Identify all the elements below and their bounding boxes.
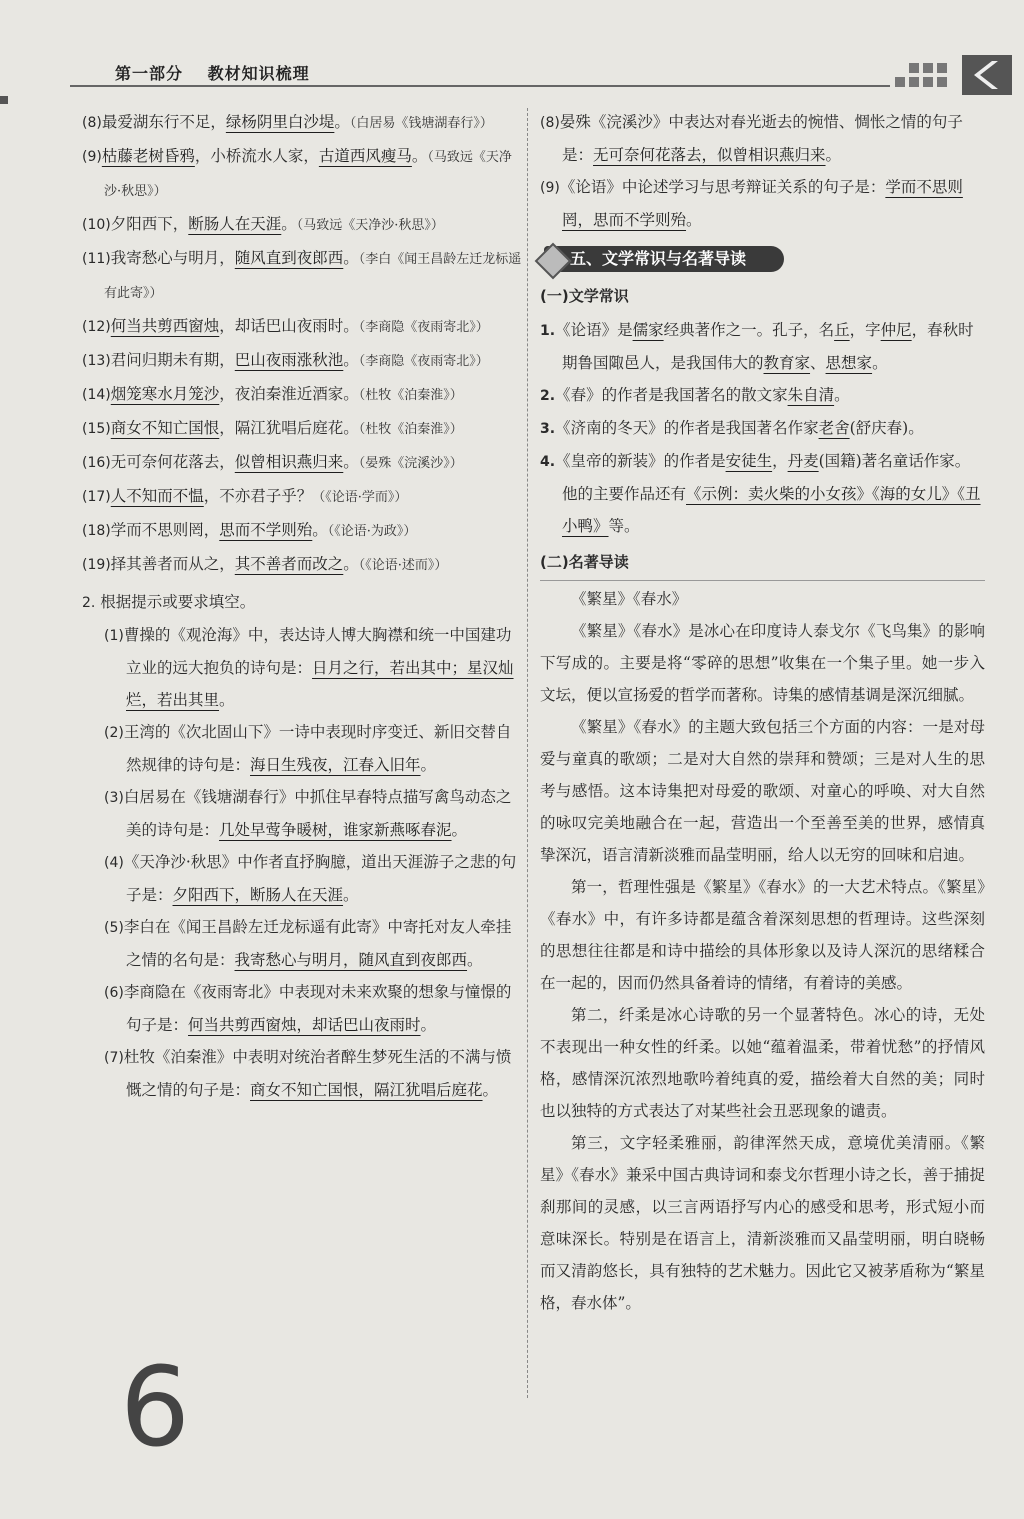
source-citation: （杜牧《泊秦淮》） [358, 388, 463, 403]
item-text: 。 [420, 756, 437, 774]
literature-item [540, 379, 985, 412]
item-text: ，小桥流水人家， [194, 147, 319, 165]
item-number: (2) [104, 725, 124, 741]
source-citation: （李商隐《夜雨寄北》） [358, 320, 489, 335]
answer-blank: 我寄愁心与明月，随风直到夜郎西 [234, 951, 468, 969]
item-number: (3) [104, 790, 124, 806]
answer-blank: 思而不学则殆 [219, 521, 313, 539]
item-text: 杜牧《泊秦淮》中表明对统治者醉生梦死生活的不满与愤慨之情的句子是： [123, 1048, 512, 1099]
item-text: 。 [482, 1081, 499, 1099]
item-number: (4) [104, 855, 124, 871]
answer-blank: 学而不思则罔，思而不学则殆 [562, 178, 963, 229]
item-number: (9) [540, 180, 560, 196]
fill-item [82, 619, 522, 716]
item-text: 。 [343, 351, 359, 369]
answer-blank: 思想家 [825, 354, 873, 372]
fill-item [82, 781, 522, 846]
fill-item [82, 514, 522, 548]
item-text: 李商隐在《夜雨寄北》中表现对未来欢聚的想象与憧憬的句子是： [123, 983, 512, 1034]
fill-item [82, 242, 522, 310]
item-text: 夕阳西下， [110, 215, 189, 233]
answer-blank: 海日生残夜，江春入旧年 [250, 756, 421, 774]
answer-blank: 几处早莺争暖树，谁家新燕啄春泥 [219, 821, 452, 839]
answer-blank: 老舍 [818, 419, 850, 437]
subsection-literature: (一)文学常识 [540, 287, 629, 305]
header-part: 第一部分 [115, 64, 184, 83]
answer-blank: 朱自清 [787, 386, 835, 404]
fill-item [82, 208, 522, 242]
item-text: 学而不思则罔， [110, 521, 220, 539]
item-number: (8) [82, 115, 102, 131]
item-text: 。 [312, 521, 328, 539]
item-text: 。 [834, 386, 850, 404]
item-text: 曹操的《观沧海》中，表达诗人博大胸襟和统一中国建功立业的远大抱负的诗句是： [123, 626, 512, 677]
item-text: 王湾的《次北固山下》一诗中表现时序变迁、新旧交替自然规律的诗句是： [123, 723, 512, 774]
item-number: (13) [82, 353, 111, 369]
item-text: 。 [343, 249, 359, 267]
subsection-books: (二)名著导读 [540, 553, 629, 571]
guide-paragraph: 《繁星》《春水》是冰心在印度诗人泰戈尔《飞鸟集》的影响下写成的。主要是将“零碎的思想”收集在一个集子里。她一步入文坛，便以宣扬爱的哲学而著称。诗集的感情基调是深沉细腻。 [540, 622, 985, 704]
poem-fill-list [82, 106, 522, 582]
answer-blank: 枯藤老树昏鸦 [101, 147, 195, 165]
answer-blank: 丘 [834, 321, 850, 339]
item-text: ，隔江犹唱后庭花。 [219, 419, 359, 437]
fill-item [82, 846, 522, 911]
item-number: (14) [82, 387, 111, 403]
page-edge-mark [0, 96, 8, 104]
item-text: ，不亦君子乎？ [203, 487, 313, 505]
item-text: 。 [219, 691, 235, 709]
item-number: (19) [82, 557, 111, 573]
item-text: 我寄愁心与明月， [110, 249, 235, 267]
answer-blank: 绿杨阴里白沙堤 [225, 113, 335, 131]
item-text: 晏殊《浣溪沙》中表达对春光逝去的惋惜、惆怅之情的句子是： [559, 113, 963, 164]
header-title: 教材知识梳理 [207, 64, 310, 83]
item-text: 。 [411, 147, 428, 165]
item-number: (1) [104, 628, 124, 644]
fill-item [82, 106, 522, 140]
source-citation: （《论语·为政》） [327, 524, 417, 539]
answer-blank: 无可奈何花落去，似曾相识燕归来 [593, 146, 826, 164]
answer-blank: 儒家 [632, 321, 664, 339]
fill-item [82, 480, 522, 514]
item-text: ，春秋时期鲁国陬邑人，是我国伟大的 [562, 321, 974, 372]
answer-blank: 烟笼寒水月笼沙 [110, 385, 220, 403]
item-text: 。 [872, 354, 888, 372]
literature-list [540, 314, 985, 542]
answer-blank: 丹麦 [787, 452, 819, 470]
item-number: (10) [82, 217, 111, 233]
left-column [82, 106, 522, 1106]
item-text: (国籍)著名童话作家。他的主要作品还有 [562, 452, 971, 503]
question-number: 2. [82, 595, 96, 611]
item-text: 择其善者而从之， [110, 555, 235, 573]
item-text: 。 [825, 146, 842, 164]
chevron-left-icon [962, 55, 1012, 95]
fill-item [82, 446, 522, 480]
answer-blank: 安徒生 [725, 452, 773, 470]
answer-blank: 商女不知亡国恨，隔江犹唱后庭花 [250, 1081, 483, 1099]
item-text: 君问归期未有期， [110, 351, 235, 369]
item-number: (12) [82, 319, 111, 335]
item-number: (8) [540, 115, 560, 131]
book-guide-box [540, 580, 985, 1319]
fill-item [540, 171, 985, 236]
column-divider [527, 108, 528, 1398]
fill-item [82, 310, 522, 344]
fill-item [82, 716, 522, 781]
answer-blank: 人不知而不愠 [110, 487, 204, 505]
guide-paragraph: 第三，文字轻柔雅丽，韵律浑然天成，意境优美清丽。《繁星》《春水》兼采中国古典诗词和泰戈尔哲理小诗之长，善于捕捉刹那间的灵感，以三言两语抒写内心的感受和思考，形式短小而意味深长。特别是在语言上，清新淡雅而又晶莹明丽，明白晓畅而又清韵悠长，具有独特的艺术魅力。因此它又被茅盾称为“繁星格，春水体”。 [540, 1134, 985, 1312]
source-citation: （李商隐《夜雨寄北》） [358, 354, 489, 369]
item-text: 。 [686, 211, 702, 229]
item-number: (15) [82, 421, 111, 437]
guide-paragraph: 《繁星》《春水》的主题大致包括三个方面的内容：一是对母爱与童真的歌颂；二是对大自然的崇拜和赞颂；三是对人生的思考与感悟。这本诗集把对母爱的歌颂、对童心的呼唤、对大自然的咏叹完美地融合在一起，营造出一个至善至美的世界，感情真挚深沉，语言清新淡雅而晶莹明丽，给人以无穷的回味和启迪。 [540, 718, 985, 864]
fill-blank-list-continued [540, 106, 985, 236]
item-text: 《春》的作者是我国著名的散文家 [555, 386, 788, 404]
answer-blank: 巴山夜雨涨秋池 [234, 351, 344, 369]
item-number: (17) [82, 489, 111, 505]
page-header [70, 55, 990, 105]
item-text: 。 [451, 821, 468, 839]
fill-item [82, 548, 522, 582]
item-text: ，夜泊秦淮近酒家。 [219, 385, 359, 403]
item-text: (舒庆春)。 [849, 419, 924, 437]
item-text: ，却话巴山夜雨时。 [219, 317, 359, 335]
item-number: (16) [82, 455, 111, 471]
fill-item [82, 344, 522, 378]
question-title: 根据提示或要求填空。 [100, 593, 256, 611]
answer-blank: 其不善者而改之 [234, 555, 344, 573]
item-number: (9) [82, 149, 102, 165]
item-text: 、 [810, 354, 826, 372]
item-text: 《皇帝的新装》的作者是 [555, 452, 726, 470]
item-text: ，字 [849, 321, 881, 339]
literature-item [540, 412, 985, 445]
fill-item [82, 911, 522, 976]
item-text: 白居易在《钱塘湖春行》中抓住早春特点描写禽鸟动态之美的诗句是： [123, 788, 512, 839]
book-guide-paragraphs [540, 615, 985, 1319]
answer-blank: 夕阳西下，断肠人在天涯 [172, 886, 344, 904]
item-number: (6) [104, 985, 124, 1001]
item-text: 。 [343, 886, 359, 904]
header-text [115, 61, 328, 84]
answer-blank: 商女不知亡国恨 [110, 419, 220, 437]
item-number: 3. [540, 421, 556, 437]
answer-blank: 似曾相识燕归来 [234, 453, 344, 471]
page-number: 6 [120, 1343, 190, 1471]
answer-blank: 日月之行，若出其中；星汉灿烂，若出其里 [126, 659, 514, 709]
header-dots-decoration [895, 61, 965, 91]
answer-blank: 何当共剪西窗烛，却话巴山夜雨时 [188, 1016, 421, 1034]
answer-blank: 仲尼 [880, 321, 912, 339]
header-rule [70, 85, 890, 87]
answer-blank: 教育家 [763, 354, 811, 372]
item-number: (11) [82, 251, 111, 267]
item-text: 。 [334, 113, 350, 131]
item-text: 《论语》中论述学习与思考辩证关系的句子是： [559, 178, 886, 196]
item-text: 。 [343, 555, 359, 573]
source-citation: （《论语·述而》） [358, 558, 448, 573]
guide-paragraph: 第二，纤柔是冰心诗歌的另一个显著特色。冰心的诗，无处不表现出一种女性的纤柔。以她“蕴着温柔，带着忧愁”的抒情风格，感情深沉浓烈地歌吟着纯真的爱，描绘着大自然的美；同时也以独特的方式表达了对某些社会丑恶现象的谴责。 [540, 1006, 985, 1120]
item-text: 无可奈何花落去， [110, 453, 235, 471]
fill-blank-list [82, 619, 522, 1106]
item-text: 。 [467, 951, 483, 969]
item-text: 等。 [608, 517, 640, 535]
item-text: 最爱湖东行不足， [101, 113, 226, 131]
source-citation: （白居易《钱塘湖春行》） [349, 116, 493, 131]
question-2 [82, 586, 522, 619]
book-title: 《繁星》《春水》 [571, 590, 688, 608]
item-text: 李白在《闻王昌龄左迁龙标遥有此寄》中寄托对友人牵挂之情的名句是： [123, 918, 512, 969]
item-text: 。 [281, 215, 297, 233]
fill-item [540, 106, 985, 171]
source-citation: （马致远《天净沙·秋思》） [296, 218, 444, 233]
right-column [540, 106, 985, 1319]
literature-item [540, 314, 985, 379]
fill-item [82, 140, 522, 208]
item-text: 。 [420, 1016, 437, 1034]
fill-item [82, 412, 522, 446]
section-banner [540, 242, 985, 276]
item-text: 经典著作之一。孔子，名 [663, 321, 835, 339]
answer-blank: 断肠人在天涯 [188, 215, 282, 233]
item-number: 1. [540, 323, 556, 339]
answer-blank: 何当共剪西窗烛 [110, 317, 220, 335]
section-title: 五、文学常识与名著导读 [570, 249, 747, 268]
fill-item [82, 1041, 522, 1106]
source-citation: （李白《闻王昌龄左迁龙标遥有此寄》） [104, 252, 522, 301]
item-number: (7) [104, 1050, 124, 1066]
fill-item [82, 378, 522, 412]
item-number: (5) [104, 920, 124, 936]
fill-item [82, 976, 522, 1041]
source-citation: （《论语·学而》） [312, 490, 408, 505]
item-number: 2. [540, 388, 556, 404]
answer-blank: 随风直到夜郎西 [234, 249, 344, 267]
source-citation: （晏殊《浣溪沙》） [358, 456, 463, 471]
answer-blank: 古道西风瘦马 [318, 147, 412, 165]
item-text: 《论语》是 [555, 321, 633, 339]
answer-blank: 《示例：卖火柴的小女孩》《海的女儿》《丑小鸭》 [562, 485, 981, 535]
guide-paragraph: 第一，哲理性强是《繁星》《春水》的一大艺术特点。《繁星》《春水》中，有许多诗都是蕴含着深刻思想的哲理诗。这些深刻的思想往往都是和诗中描绘的具体形象以及诗人深沉的思绪糅合在一起的，因而仍然具备着诗的情绪，有着诗的美感。 [540, 878, 985, 992]
item-number: (18) [82, 523, 111, 539]
literature-item [540, 445, 985, 542]
source-citation: （马致远《天净沙·秋思》） [104, 150, 512, 199]
item-text: ， [772, 452, 788, 470]
item-text: 《天净沙·秋思》中作者直抒胸臆，道出天涯游子之悲的句子是： [123, 853, 517, 904]
item-text: 。 [343, 453, 359, 471]
item-text: 《济南的冬天》的作者是我国著名作家 [555, 419, 819, 437]
source-citation: （杜牧《泊秦淮》） [358, 422, 463, 437]
item-number: 4. [540, 454, 556, 470]
